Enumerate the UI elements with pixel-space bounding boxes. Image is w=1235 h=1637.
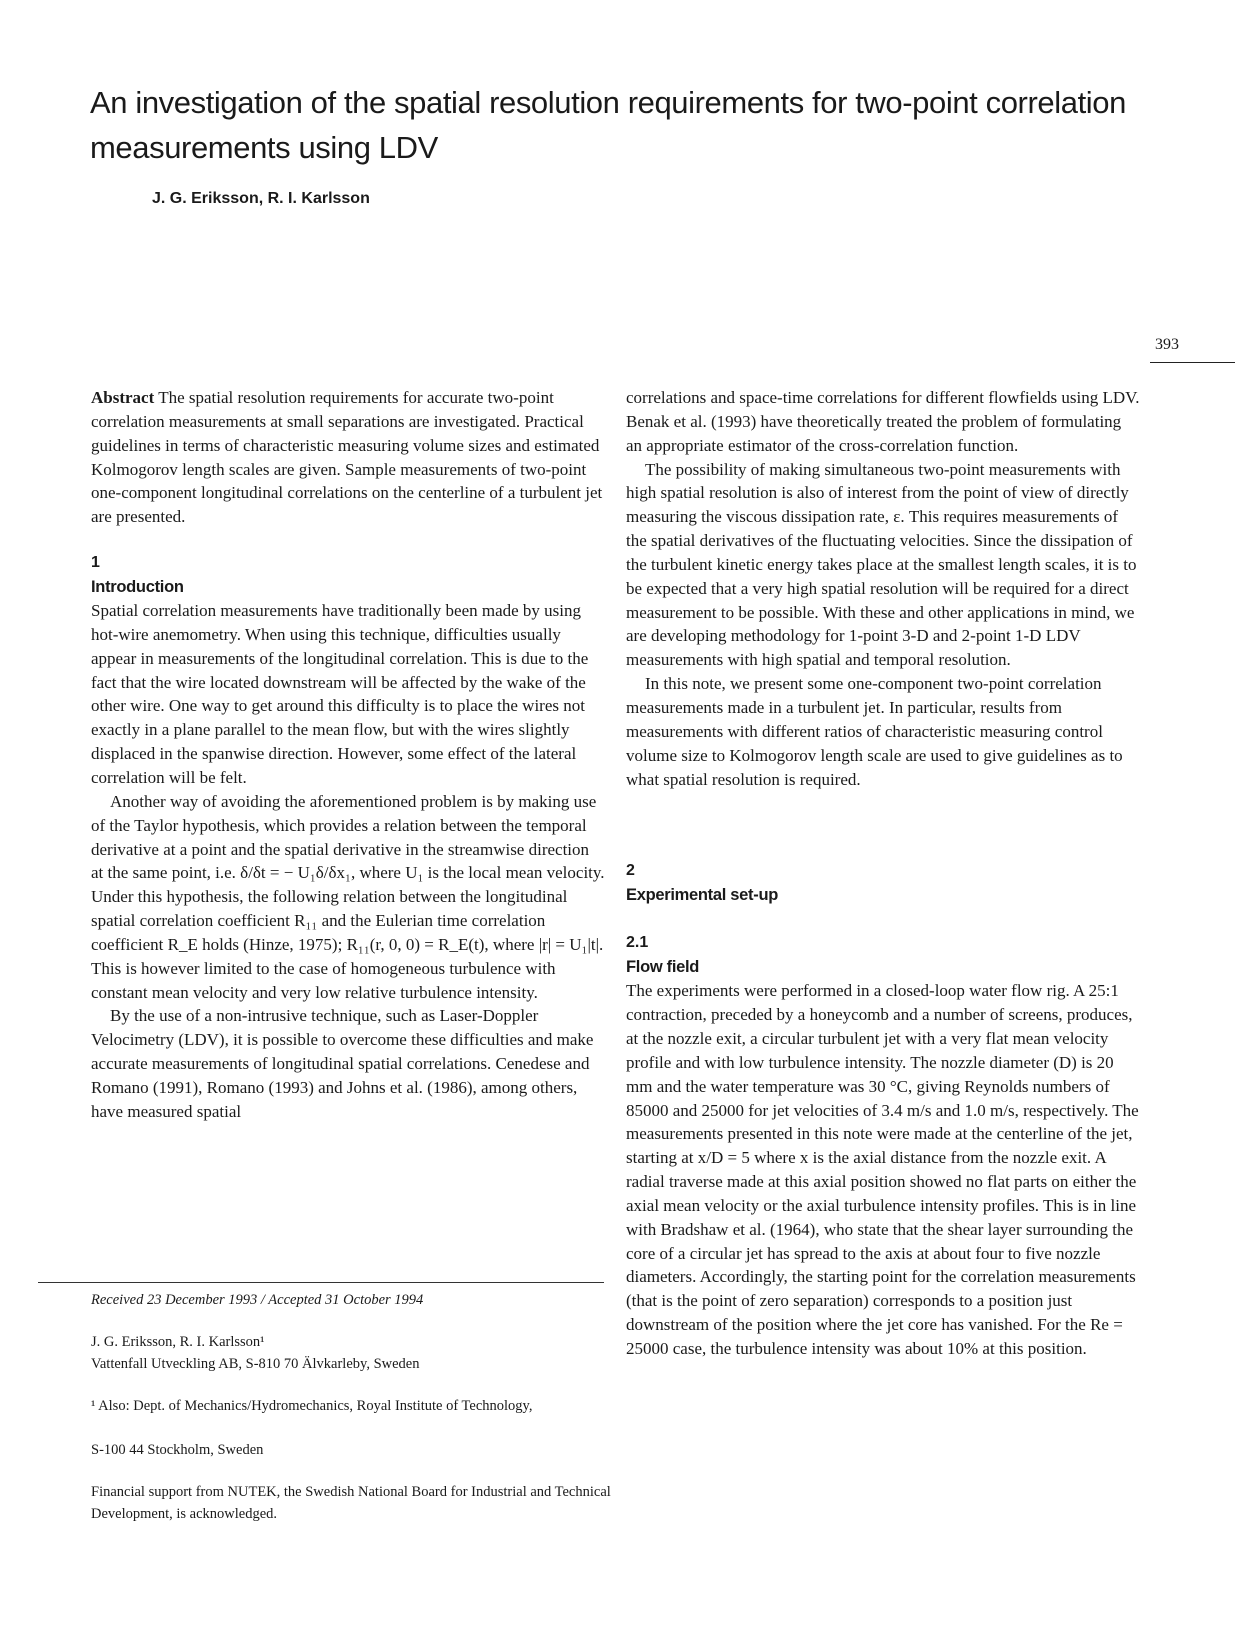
abstract-label: Abstract [91,388,155,407]
abstract [91,386,605,529]
intro-paragraph-1: Spatial correlation measurements have traditionally been made by using hot-wire anemometry. When using this technique, difficulties usually appear in measurements of the longitudinal correlation. This is due to the fact that the wire located downstream will be affected by the wake of the other wire. One way to get around this difficulty is to place the wires not exactly in a plane parallel to the mean flow, but with the wires slightly displaced in the spanwise direction. However, some effect of the lateral correlation will be felt. [91,601,589,787]
footnote-also-city: S-100 44 Stockholm, Sweden [91,1442,264,1458]
section-2-1-number: 2.1 [626,934,649,952]
right-column [626,386,1140,1361]
page-number: 393 [1155,336,1179,353]
abstract-text: The spatial resolution requirements for accurate two-point correlation measurements at small separations are investigated. Practical guidelines in terms of characteristic measuring volume sizes and estimated Kolmogorov length scales are given. Sample measurements of two-point one-component longitudinal correlations on the centerline of a turbulent jet are presented. [91,388,603,527]
author-list: J. G. Eriksson, R. I. Karlsson [152,190,370,207]
footnote-affiliation: Vattenfall Utveckling AB, S-810 70 Älvkarleby, Sweden [91,1356,420,1372]
intro-paragraph-5: In this note, we present some one-component two-point correlation measurements made in a turbulent jet. In particular, results from measurements with different ratios of characteristic measuring control volume size to Kolmogorov length scale are used to give guidelines as to what spatial resolution is required. [626,674,1123,789]
intro-paragraph-3: By the use of a non-intrusive technique, such as Laser-Doppler Velocimetry (LDV), it is possible to overcome these difficulties and make accurate measurements of longitudinal spatial correlations. Cenedese and Romano (1991), Romano (1993) and Johns et al. (1986), among others, have measured spatial [91,1006,594,1121]
section-2-1-title: Flow field [626,958,700,977]
section-2-number: 2 [626,862,635,880]
section-1-title: Introduction [91,578,184,597]
intro-paragraph-4: The possibility of making simultaneous two-point measurements with high spatial resolution is also of interest from the point of view of directly measuring the viscous dissipation rate, ε. This requires measurements of the spatial derivatives of the fluctuating velocities. Since the dissipation of the turbulent kinetic energy takes place at the smallest length scales, it is to be expected that a very high spatial resolution will be required for a direct measurement to be possible. With these and other applications in mind, we are developing methodology for 1-point 3-D and 2-point 1-D LDV measurements with high spatial and temporal resolution. [626,459,1137,670]
footnote-authors: J. G. Eriksson, R. I. Karlsson¹ [91,1334,265,1350]
received-dates: Received 23 December 1993 / Accepted 31 October 1994 [91,1292,424,1308]
footnote-also: ¹ Also: Dept. of Mechanics/Hydromechanics, Royal Institute of Technology, [91,1398,533,1414]
footnote-rule [38,1282,604,1283]
section-1-number: 1 [91,554,100,572]
paper-title: An investigation of the spatial resolution requirements for two-point correlation measurements using LDV [90,85,1126,165]
flow-field-paragraph: The experiments were performed in a closed-loop water flow rig. A 25:1 contraction, preceded by a honeycomb and a number of screens, produces, at the nozzle exit, a circular turbulent jet with a very flat mean velocity profile and with low turbulence intensity. The nozzle diameter (D) is 20 mm and the water temperature was 30 °C, giving Reynolds numbers of 85000 and 25000 for jet velocities of 3.4 m/s and 1.0 m/s, respectively. The measurements presented in this note were made at the centerline of the jet, starting at x/D = 5 where x is the axial distance from the nozzle exit. A radial traverse made at this axial position showed no flat parts on either the axial mean velocity or the axial turbulence intensity profiles. This is in line with Bradshaw et al. (1964), who state that the shear layer surrounding the core of a circular jet has spread to the axis at about four to five nozzle diameters. Accordingly, the starting point for the correlation measurements (that is the point of zero separation) corresponds to a position just downstream of the position where the jet core has vanished. For the Re = 25000 case, the turbulence intensity was about 10% at this position. [626,981,1139,1358]
funding-acknowledgment: Financial support from NUTEK, the Swedish National Board for Industrial and Technical Development, is acknowledged. [91,1484,611,1522]
page-number-rule [1150,362,1235,363]
intro-paragraph-3-continued: correlations and space-time correlations for different flowfields using LDV. Benak et al. (1993) have theoretically treated the problem of formulating an appropriate estimator of the cross-correlation function. [626,388,1140,455]
left-column [91,386,605,1124]
section-2-title: Experimental set-up [626,886,779,905]
intro-paragraph-2: Another way of avoiding the aforementioned problem is by making use of the Taylor hypothesis, which provides a relation between the temporal derivative at a point and the spatial derivative in the streamwise direction at the same point, i.e. δ/δt = − U₁δ/δx₁, where U₁ is the local mean velocity. Under this hypothesis, the following relation between the longitudinal spatial correlation coefficient R₁₁ and the Eulerian time correlation coefficient R_E holds (Hinze, 1975); R₁₁(r, 0, 0) = R_E(t), where |r| = U₁|t|. This is however limited to the case of homogeneous turbulence with constant mean velocity and very low relative turbulence intensity. [91,791,605,1002]
